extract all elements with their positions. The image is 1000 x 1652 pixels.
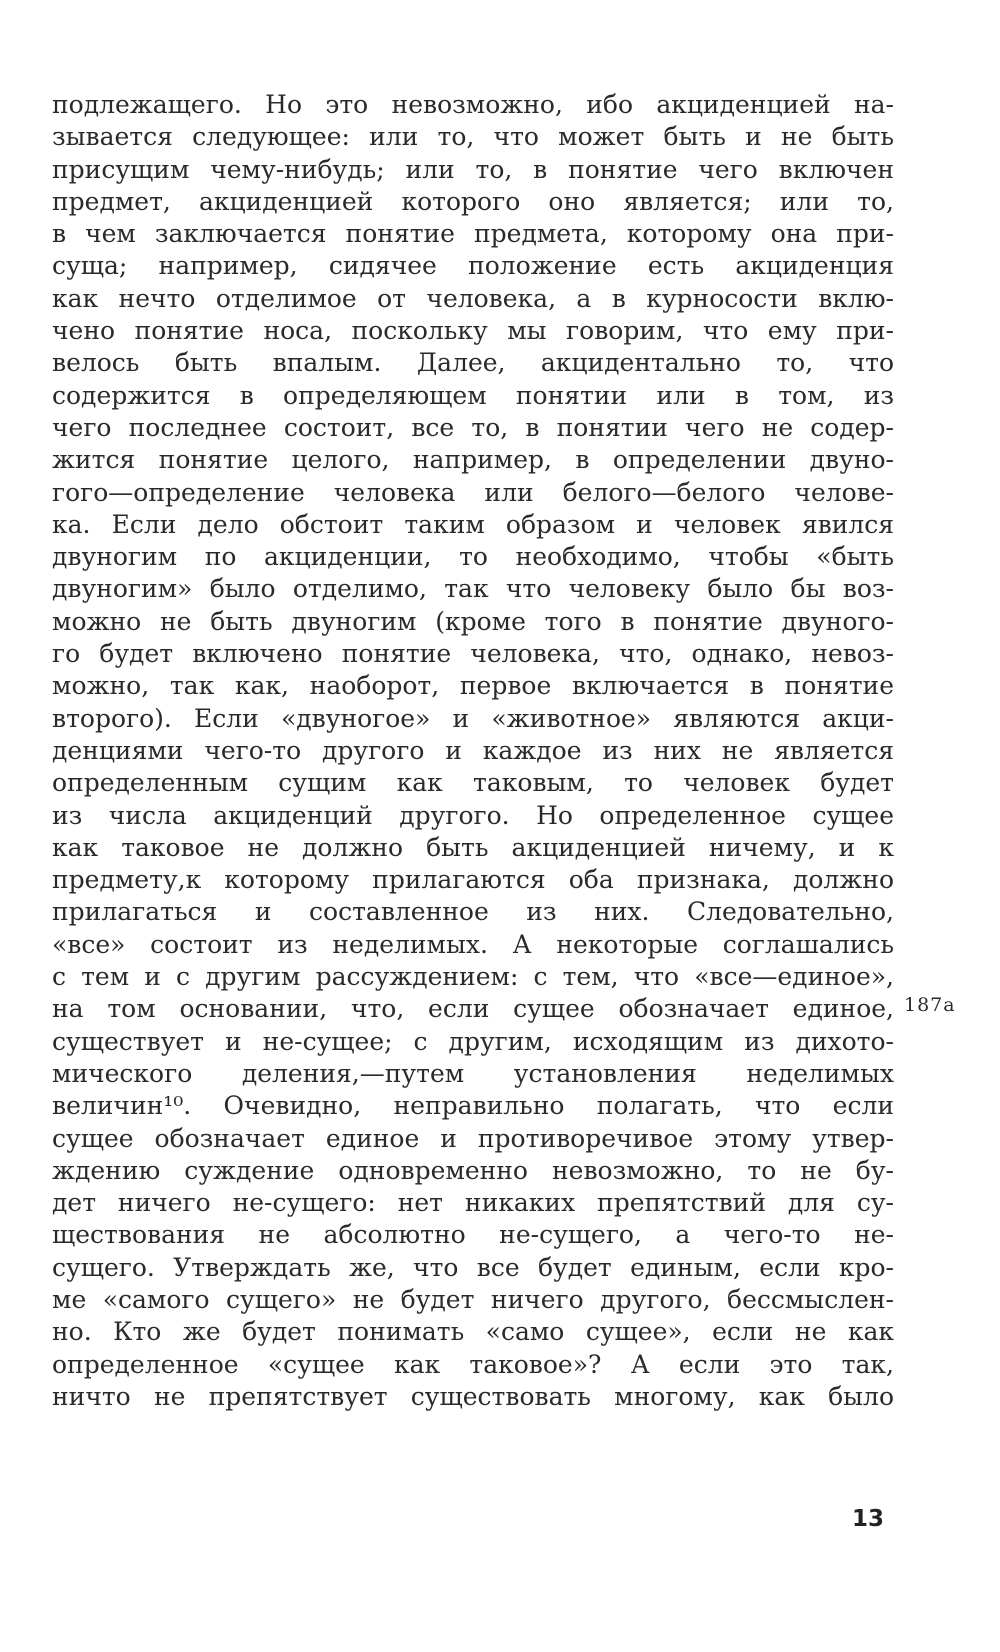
- text-line: но. Кто же будет понимать «само сущее», если не как: [52, 1317, 894, 1347]
- text-line: содержится в определяющем понятии или в том, из: [52, 380, 894, 410]
- text-line: величин¹⁰. Очевидно, неправильно полагать, что если: [52, 1091, 894, 1121]
- text-line: мического деления,—путем установления неделимых: [52, 1058, 894, 1088]
- text-line: дет ничего не-сущего: нет никаких препятствий для су-: [52, 1188, 894, 1218]
- text-line: ждению суждение одновременно невозможно, то не бу-: [52, 1155, 894, 1185]
- text-line: гого—определение человека или белого—белого челове-: [52, 477, 894, 507]
- main-text: [52, 89, 894, 1413]
- margin-reference-note: 187a: [904, 994, 956, 1016]
- text-line: можно, так как, наоборот, первое включается в понятие: [52, 671, 894, 701]
- text-line: ничто не препятствует существовать многому, как было: [52, 1381, 894, 1411]
- text-line: из числа акциденций другого. Но определенное сущее: [52, 800, 894, 830]
- text-line: двуногим» было отделимо, так что человеку было бы воз-: [52, 574, 894, 604]
- text-line: можно не быть двуногим (кроме того в понятие двуного-: [52, 606, 894, 636]
- text-line: сущее обозначает единое и противоречивое этому утвер-: [52, 1123, 894, 1153]
- text-line: как таковое не должно быть акциденцией ничему, и к: [52, 832, 894, 862]
- text-line: денциями чего-то другого и каждое из них не является: [52, 735, 894, 765]
- text-line: двуногим по акциденции, то необходимо, чтобы «быть: [52, 542, 894, 572]
- text-line: существует и не-сущее; с другим, исходящим из дихото-: [52, 1026, 894, 1056]
- text-line: го будет включено понятие человека, что, однако, невоз-: [52, 639, 894, 669]
- text-line: определенное «сущее как таковое»? А если это так,: [52, 1349, 894, 1379]
- text-line: предмет, акциденцией которого оно является; или то,: [52, 186, 894, 216]
- text-line: зывается следующее: или то, что может быть и не быть: [52, 122, 894, 152]
- text-line: суща; например, сидячее положение есть акциденция: [52, 251, 894, 281]
- text-line: ка. Если дело обстоит таким образом и человек явился: [52, 509, 894, 539]
- text-line: как нечто отделимое от человека, а в курносости вклю-: [52, 283, 894, 313]
- text-line: жится понятие целого, например, в определении двуно-: [52, 445, 894, 475]
- text-line: в чем заключается понятие предмета, которому она при-: [52, 219, 894, 249]
- text-line: прилагаться и составленное из них. Следовательно,: [52, 897, 894, 927]
- text-line: чено понятие носа, поскольку мы говорим, что ему при-: [52, 316, 894, 346]
- text-line: определенным сущим как таковым, то человек будет: [52, 768, 894, 798]
- text-line: «все» состоит из неделимых. А некоторые соглашались: [52, 929, 894, 959]
- text-line: на том основании, что, если сущее обозначает единое,: [52, 994, 894, 1024]
- page-number: 13: [852, 1506, 885, 1532]
- text-line: ществования не абсолютно не-сущего, а чего-то не-: [52, 1220, 894, 1250]
- text-line: чего последнее состоит, все то, в понятии чего не содер-: [52, 412, 894, 442]
- text-line: сущего. Утверждать же, что все будет единым, если кро-: [52, 1252, 894, 1282]
- text-line: присущим чему-нибудь; или то, в понятие чего включен: [52, 154, 894, 184]
- text-line: с тем и с другим рассуждением: с тем, что «все—единое»,: [52, 962, 894, 992]
- text-line: предмету,к которому прилагаются оба признака, должно: [52, 865, 894, 895]
- text-line: подлежащего. Но это невозможно, ибо акциденцией на-: [52, 90, 894, 119]
- text-line: ме «самого сущего» не будет ничего другого, бессмыслен-: [52, 1284, 894, 1314]
- text-line: велось быть впалым. Далее, акцидентально то, что: [52, 348, 894, 378]
- text-line: второго). Если «двуногое» и «животное» являются акци-: [52, 703, 894, 733]
